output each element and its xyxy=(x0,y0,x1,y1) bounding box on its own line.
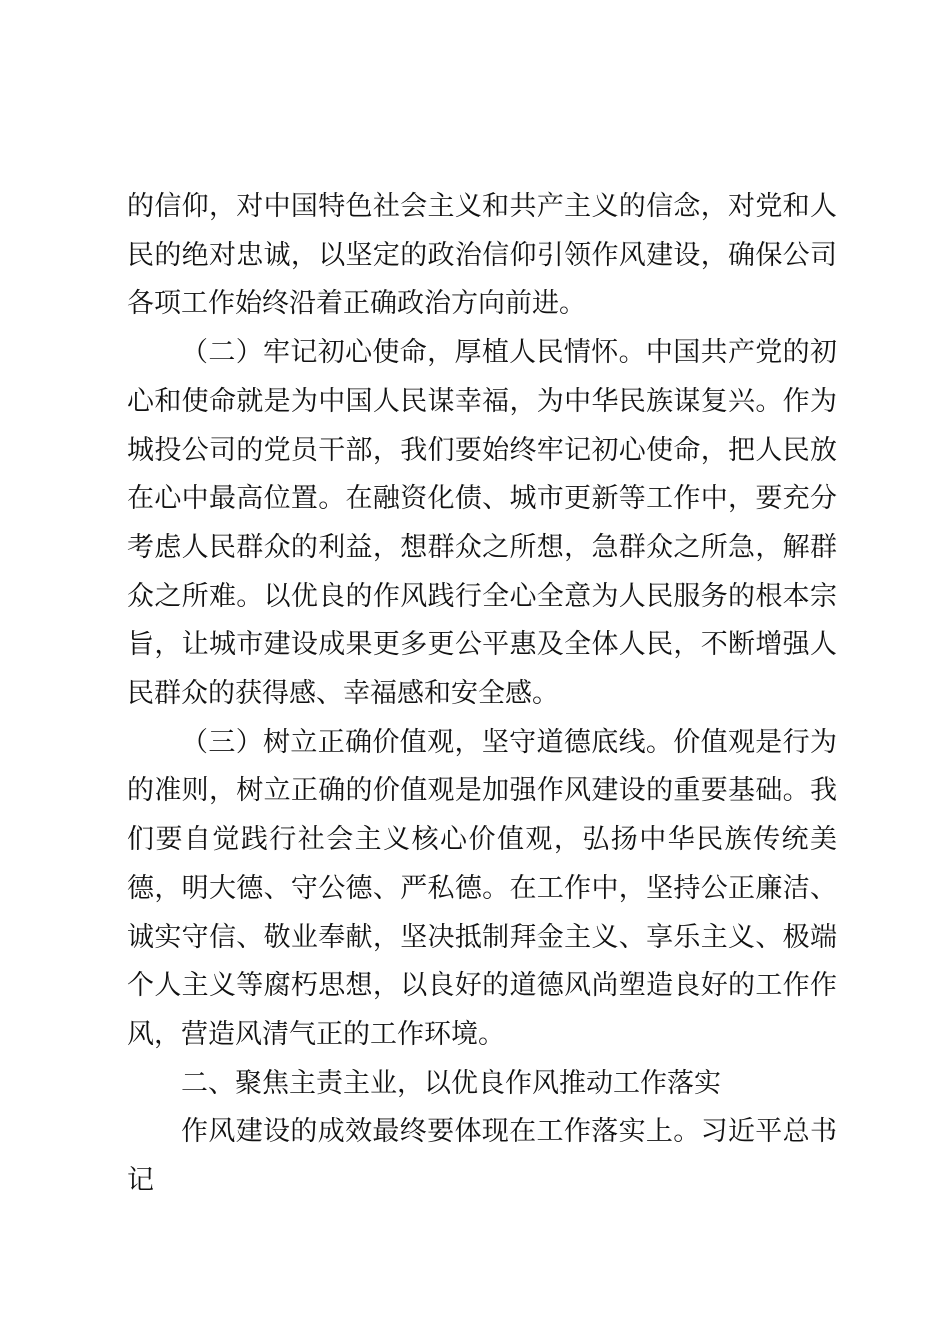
paragraph-continuation: 的信仰，对中国特色社会主义和共产主义的信念，对党和人民的绝对忠诚，以坚定的政治信仰引领作风建设，确保公司各项工作始终沿着正确政治方向前进。 xyxy=(127,191,837,320)
paragraph-section-2: （二）牢记初心使命，厚植人民情怀。中国共产党的初心和使命就是为中国人民谋幸福，为中华民族谋复兴。作为城投公司的党员干部，我们要始终牢记初心使命，把人民放在心中最高位置。在融资化债、城市更新等工作中，要充分考虑人民群众的利益，想群众之所想，急群众之所急，解群众之所难。以优良的作风践行全心全意为人民服务的根本宗旨，让城市建设成果更多更公平惠及全体人民，不断增强人民群众的获得感、幸福感和安全感。 xyxy=(127,337,837,710)
document-body xyxy=(127,183,837,1206)
section-heading-2: 二、聚焦主责主业，以优良作风推动工作落实 xyxy=(181,1067,721,1099)
paragraph-section-3: （三）树立正确价值观，坚守道德底线。价值观是行为的准则，树立正确的价值观是加强作风建设的重要基础。我们要自觉践行社会主义核心价值观，弘扬中华民族传统美德，明大德、守公德、严私德。在工作中，坚持公正廉洁、诚实守信、敬业奉献，坚决抵制拜金主义、享乐主义、极端个人主义等腐朽思想，以良好的道德风尚塑造良好的工作作风，营造风清气正的工作环境。 xyxy=(127,726,837,1050)
paragraph-last: 作风建设的成效最终要体现在工作落实上。习近平总书记 xyxy=(127,1116,837,1197)
